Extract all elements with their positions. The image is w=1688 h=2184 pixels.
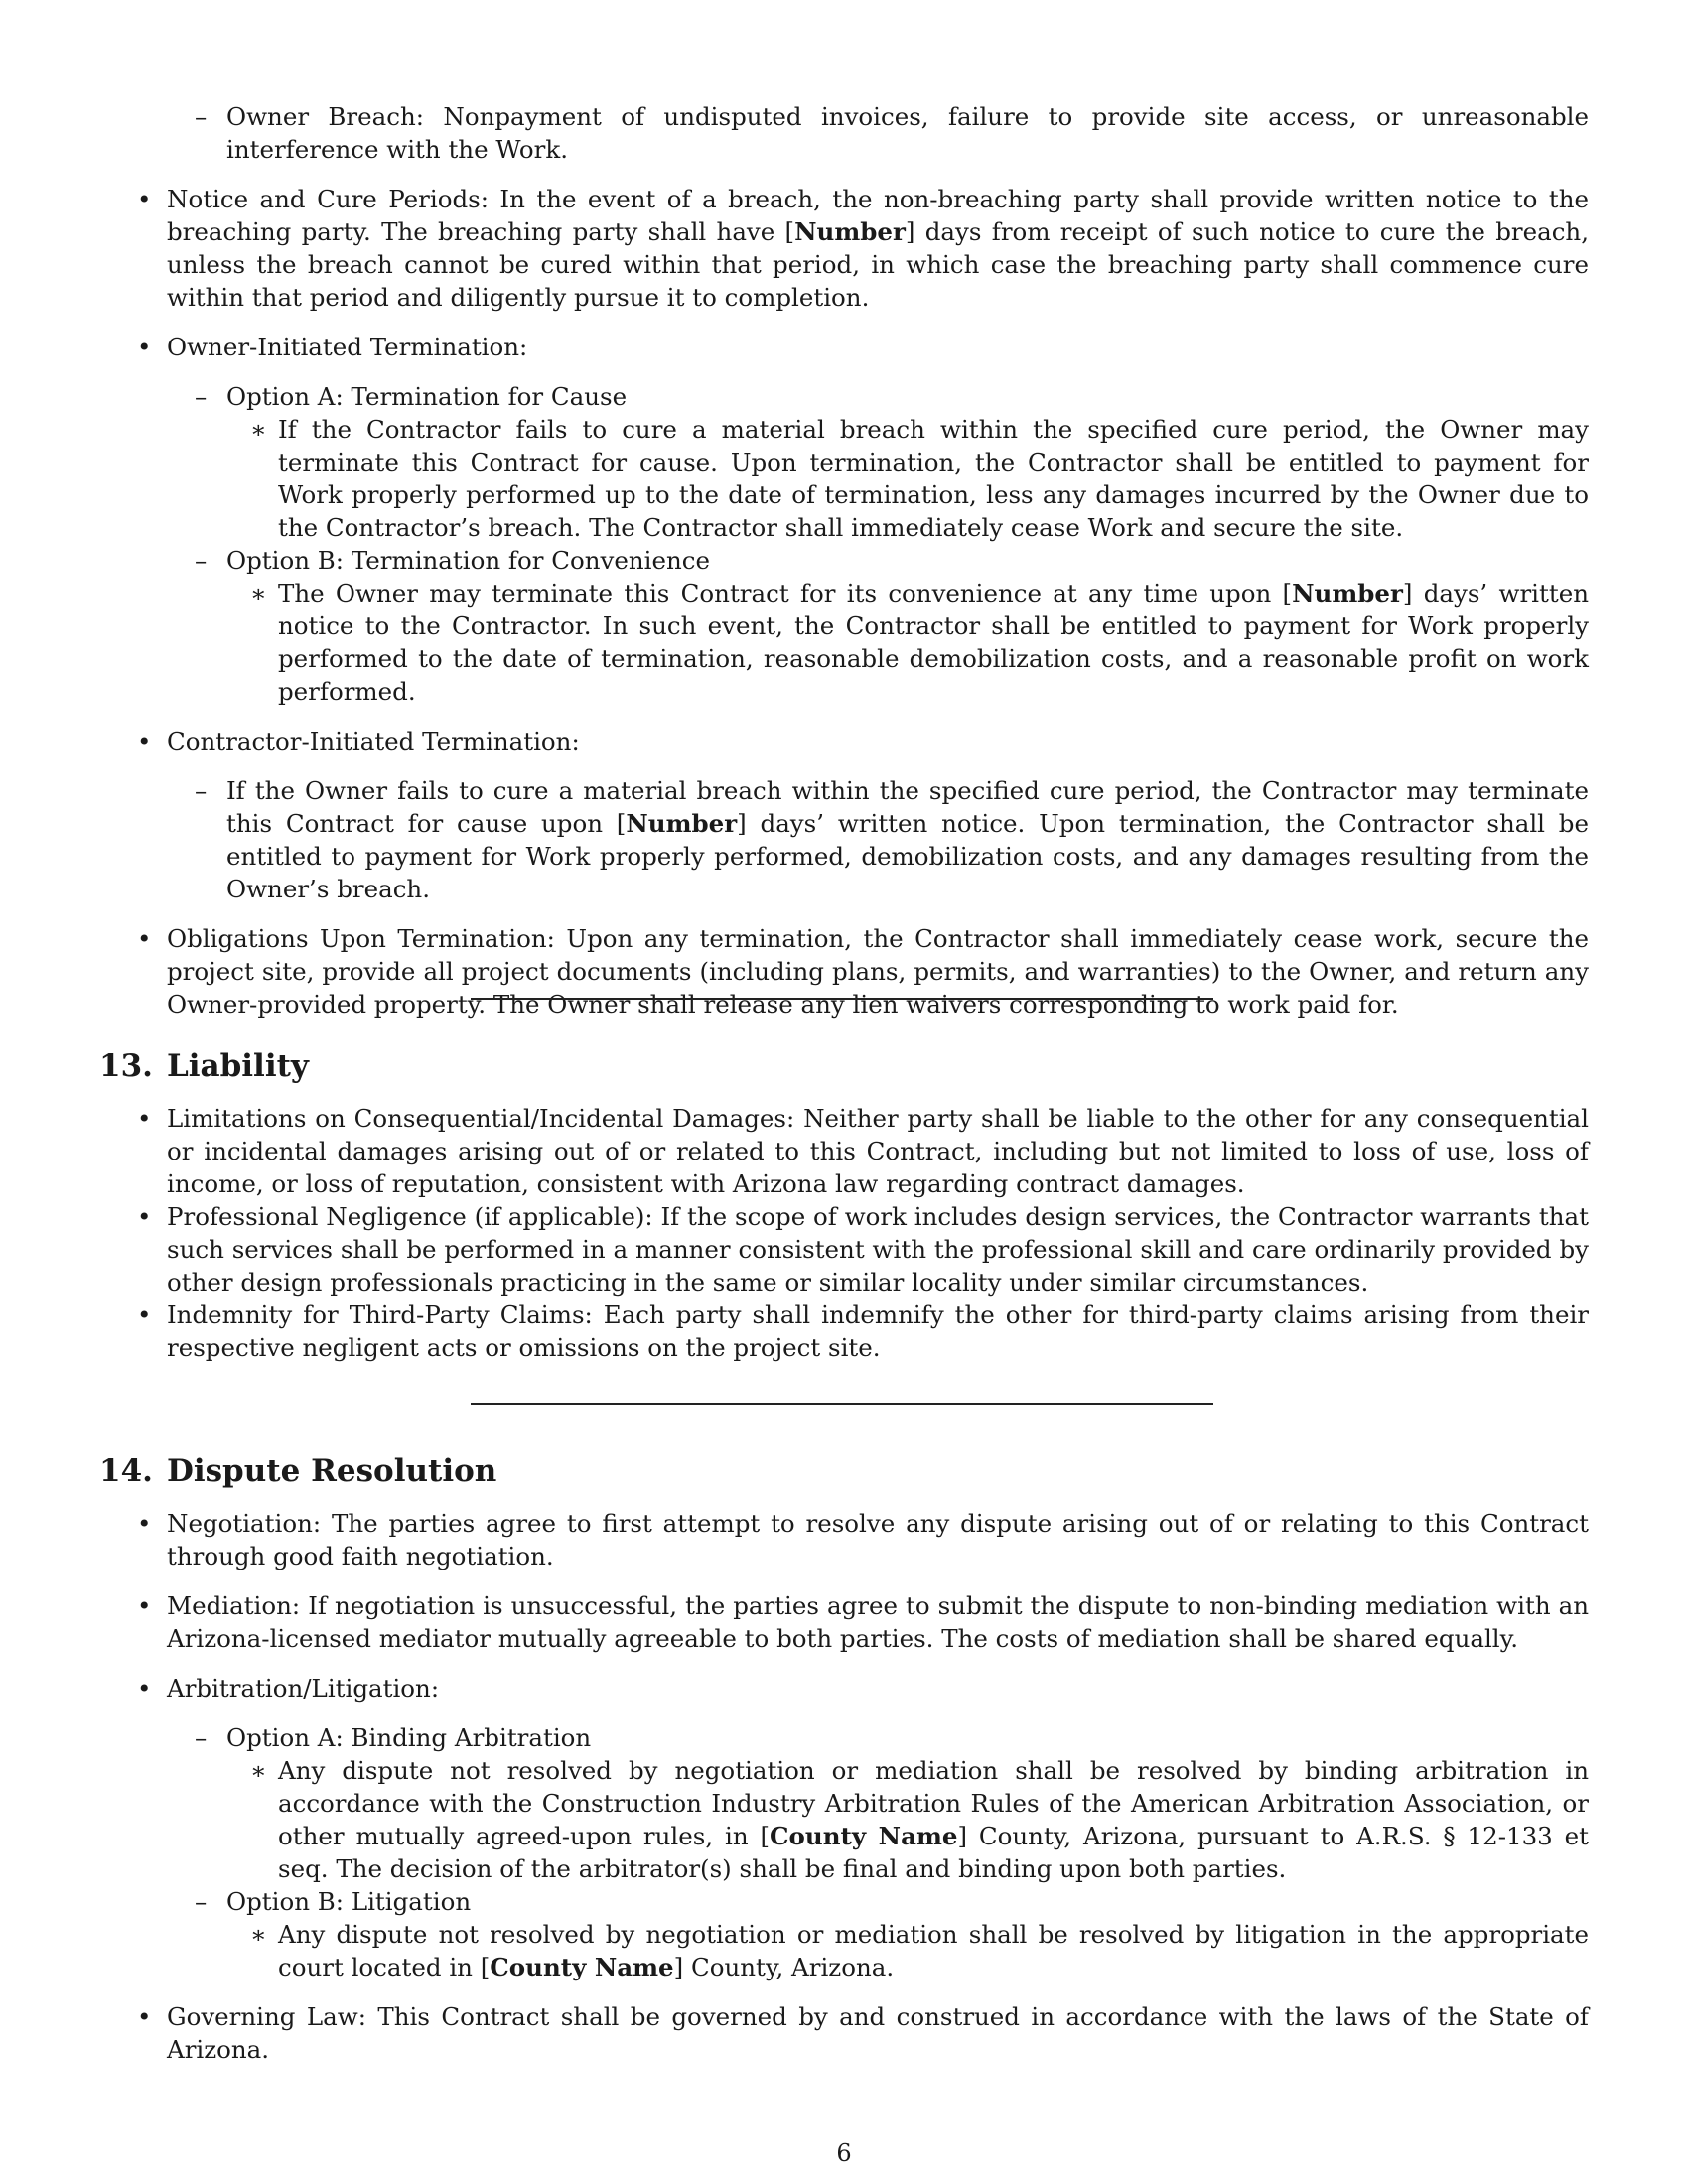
bullet-marker: • [137, 1509, 152, 1538]
placeholder-number: Number [626, 809, 738, 838]
contractor-termination-item [137, 725, 1589, 757]
arbitration-option-a-text [250, 1754, 1589, 1885]
star-marker: ∗ [250, 1920, 267, 1949]
option-b-text-cont: ] days’ written notice to the Contractor. In such event, the Contractor shall be entitled to payment for Work properly performed to the date of termination, reasonable demobilization costs, and a reasonable profit on work performed. [278, 579, 1589, 706]
section-13-list [0, 1102, 1688, 1364]
option-b-label: Option B: Termination for Convenience [226, 546, 710, 575]
liability-item [137, 1200, 1589, 1298]
arbitration-option-b [195, 1885, 1589, 1918]
owner-termination-label: Owner-Initiated Termination: [167, 333, 528, 361]
governing-law-text: Governing Law: This Contract shall be governed by and construed in accordance with the laws of the State of Arizona. [167, 2002, 1589, 2064]
liability-item [137, 1102, 1589, 1200]
liability-text: Professional Negligence (if applicable): If the scope of work includes design services, the Contractor warrants that such services shall be performed in a manner consistent with the professional skill and care ordinarily provided by other design professionals practicing in the same or similar locality under similar circumstances. [167, 1202, 1589, 1297]
section-title: Liability [166, 1048, 309, 1084]
placeholder-county: County Name [490, 1953, 674, 1981]
dash-marker: – [195, 102, 208, 131]
owner-option-a-text [250, 413, 1589, 544]
contractor-text-cont: ] days’ written notice. Upon termination, the Contractor shall be entitled to payment for Work properly performed, demobilization costs, and any damages resulting from the Owner’s breach. [226, 809, 1589, 903]
section-number: 13. [99, 1048, 153, 1084]
section-divider [471, 998, 1213, 1000]
mediation-item [137, 1589, 1589, 1655]
option-b-text-cont: ] County, Arizona. [673, 1953, 895, 1981]
arbitration-option-b-text [250, 1918, 1589, 1983]
notice-cure-text: Notice and Cure Periods: In the event of a breach, the non-breaching party shall provide written notice to the breaching party. The breaching party shall have [ [167, 185, 1589, 246]
section-14-heading [99, 1451, 496, 1491]
dash-marker: – [195, 1887, 208, 1916]
page-number: 6 [836, 2139, 852, 2167]
termination-continued [0, 100, 1688, 1021]
dash-marker: – [195, 546, 208, 575]
dash-marker: – [195, 1723, 208, 1752]
section-title: Dispute Resolution [166, 1453, 497, 1489]
bullet-marker: • [137, 1202, 152, 1231]
owner-breach-item [195, 100, 1589, 166]
option-b-label: Option B: Litigation [226, 1887, 472, 1916]
owner-option-b-text [250, 577, 1589, 708]
option-a-label: Option A: Termination for Cause [226, 382, 628, 411]
notice-cure-text-cont: ] days from receipt of such notice to cure the breach, unless the breach cannot be cured within that period, in which case the breaching party shall commence cure within that period and diligently pursue it to completion. [167, 217, 1589, 312]
option-b-text: Any dispute not resolved by negotiation or mediation shall be resolved by litigation in the appropriate court located in [ [278, 1920, 1589, 1981]
placeholder-number: Number [1292, 579, 1403, 608]
arbitration-label: Arbitration/Litigation: [167, 1674, 440, 1703]
bullet-marker: • [137, 924, 152, 953]
mediation-text: Mediation: If negotiation is unsuccessful, the parties agree to submit the dispute to non-binding mediation with an Arizona-licensed mediator mutually agreeable to both parties. The costs of mediation shall be shared equally. [167, 1591, 1589, 1653]
obligations-item [137, 922, 1589, 1021]
contractor-termination-label: Contractor-Initiated Termination: [167, 727, 580, 755]
placeholder-county: County Name [770, 1822, 958, 1850]
owner-option-b [195, 544, 1589, 577]
notice-cure-item [137, 183, 1589, 314]
liability-text: Limitations on Consequential/Incidental Damages: Neither party shall be liable to the other for any consequential or incidental damages arising out of or related to this Contract, including but not limited to loss of use, loss of income, or loss of reputation, consistent with Arizona law regarding contract damages. [167, 1104, 1589, 1198]
option-a-text: If the Contractor fails to cure a material breach within the specified cure period, the Owner may terminate this Contract for cause. Upon termination, the Contractor shall be entitled to payment for Work properly performed up to the date of termination, less any damages incurred by the Owner due to the Contractor’s breach. The Contractor shall immediately cease Work and secure the site. [278, 415, 1589, 542]
owner-breach-text: Owner Breach: Nonpayment of undisputed invoices, failure to provide site access, or unreasonable interference with the Work. [226, 102, 1589, 164]
star-marker: ∗ [250, 579, 267, 608]
obligations-text: Obligations Upon Termination: Upon any termination, the Contractor shall immediately cease work, secure the project site, provide all project documents (including plans, permits, and warranties) to the Owner, and return any Owner-provided property. The Owner shall release any lien waivers corresponding to work paid for. [167, 924, 1589, 1019]
liability-item [137, 1298, 1589, 1364]
dash-marker: – [195, 382, 208, 411]
dash-marker: – [195, 776, 208, 805]
option-a-text-cont: ] County, Arizona, pursuant to A.R.S. § 12-133 et seq. The decision of the arbitrator(s) shall be final and binding upon both parties. [278, 1822, 1589, 1883]
bullet-marker: • [137, 1104, 152, 1133]
negotiation-item [137, 1507, 1589, 1572]
bullet-marker: • [137, 1300, 152, 1329]
bullet-marker: • [137, 727, 152, 755]
arbitration-item [137, 1672, 1589, 1705]
arbitration-option-a [195, 1721, 1589, 1754]
option-b-text: The Owner may terminate this Contract for its convenience at any time upon [ [278, 579, 1293, 608]
bullet-marker: • [137, 1674, 152, 1703]
option-a-label: Option A: Binding Arbitration [226, 1723, 592, 1752]
star-marker: ∗ [250, 1756, 267, 1785]
contractor-text: If the Owner fails to cure a material breach within the specified cure period, the Contractor may terminate this Contract for cause upon [ [226, 776, 1589, 838]
placeholder-number: Number [794, 217, 906, 246]
option-a-text: Any dispute not resolved by negotiation or mediation shall be resolved by binding arbitration in accordance with the Construction Industry Arbitration Rules of the American Arbitration Association, or other mutually agreed-upon rules, in [ [278, 1756, 1589, 1850]
section-13-heading [99, 1046, 309, 1086]
liability-text: Indemnity for Third-Party Claims: Each party shall indemnify the other for third-party claims arising from their respective negligent acts or omissions on the project site. [167, 1300, 1589, 1362]
star-marker: ∗ [250, 415, 267, 444]
contractor-termination-text [195, 774, 1589, 905]
section-divider [471, 1403, 1213, 1405]
governing-law-item [137, 2000, 1589, 2066]
bullet-marker: • [137, 1591, 152, 1620]
bullet-marker: • [137, 333, 152, 361]
owner-option-a [195, 380, 1589, 413]
bullet-marker: • [137, 185, 152, 213]
bullet-marker: • [137, 2002, 152, 2031]
negotiation-text: Negotiation: The parties agree to first attempt to resolve any dispute arising out of or relating to this Contract through good faith negotiation. [167, 1509, 1589, 1570]
owner-termination-item [137, 331, 1589, 363]
section-14-list [0, 1507, 1688, 2066]
section-number: 14. [99, 1453, 153, 1489]
